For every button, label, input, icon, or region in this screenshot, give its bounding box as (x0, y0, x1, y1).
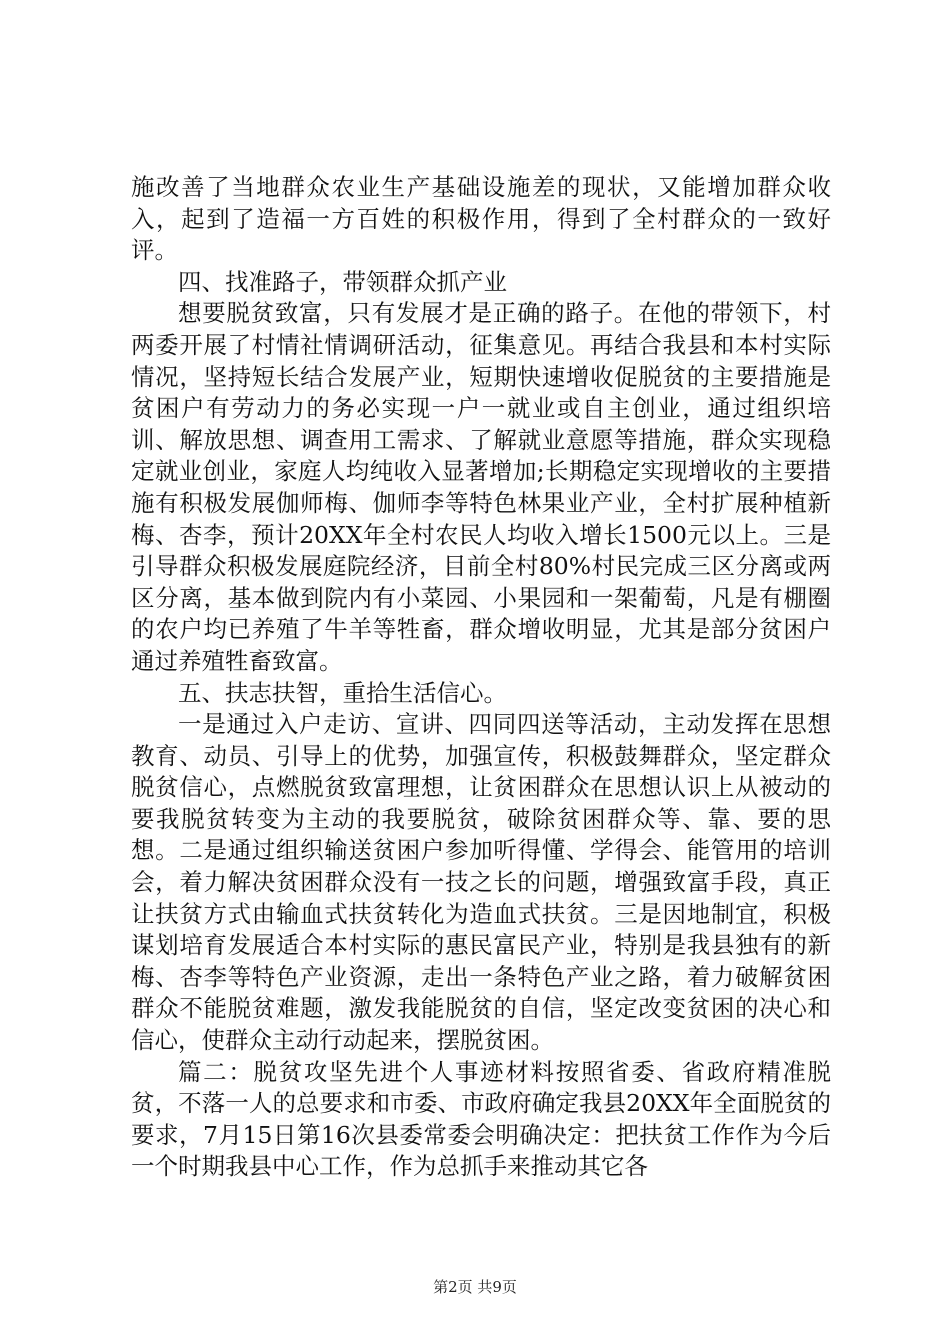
paragraph-1: 施改善了当地群众农业生产基础设施差的现状，又能增加群众收入，起到了造福一方百姓的积极作用，得到了全村群众的一致好评。 (131, 173, 831, 265)
heading-section-4: 四、找准路子，带领群众抓产业 (178, 267, 507, 296)
paragraph-confidence: 一是通过入户走访、宣讲、四同四送等活动，主动发挥在思想教育、动员、引导上的优势，加强宣传，积极鼓舞群众，坚定群众脱贫信心，点燃脱贫致富理想，让贫困群众在思想认识上从被动的要我脱贫转变为主动的我要脱贫，破除贫困群众等、靠、要的思想。二是通过组织输送贫困户参加听得懂、学得会、能管用的培训会，着力解决贫困群众没有一技之长的问题，增强致富手段，真正让扶贫方式由输血式扶贫转化为造血式扶贫。三是因地制宜，积极谋划培育发展适合本村实际的惠民富民产业，特别是我县独有的新梅、杏李等特色产业资源，走出一条特色产业之路，着力破解贫困群众不能脱贫难题，激发我能脱贫的自信，坚定改变贫困的决心和信心，使群众主动行动起来，摆脱贫困。 (131, 710, 831, 1055)
heading-section-5: 五、扶志扶智，重拾生活信心。 (178, 678, 507, 707)
paragraph-part-two: 篇二：脱贫攻坚先进个人事迹材料按照省委、省政府精准脱贫，不落一人的总要求和市委、市政府确定我县20XX年全面脱贫的要求，7月15日第16次县委常委会明确决定：把扶贫工作作为今后一个时期我县中心工作，作为总抓手来推动其它各 (131, 1057, 831, 1181)
paragraph-industry: 想要脱贫致富，只有发展才是正确的路子。在他的带领下，村两委开展了村情社情调研活动，征集意见。再结合我县和本村实际情况，坚持短长结合发展产业，短期快速增收促脱贫的主要措施是贫困户有劳动力的务必实现一户一就业或自主创业，通过组织培训、解放思想、调查用工需求、了解就业意愿等措施，群众实现稳定就业创业，家庭人均纯收入显著增加;长期稳定实现增收的主要措施有积极发展伽师梅、伽师李等特色林果业产业，全村扩展种植新梅、杏李，预计20XX年全村农民人均收入增长1500元以上。三是引导群众积极发展庭院经济，目前全村80%村民完成三区分离或两区分离，基本做到院内有小菜园、小果园和一架葡萄，凡是有棚圈的农户均已养殖了牛羊等牲畜，群众增收明显，尤其是部分贫困户通过养殖牲畜致富。 (131, 299, 831, 675)
body-text (131, 172, 831, 1183)
page-number: 第2页 共9页 (433, 1278, 517, 1296)
